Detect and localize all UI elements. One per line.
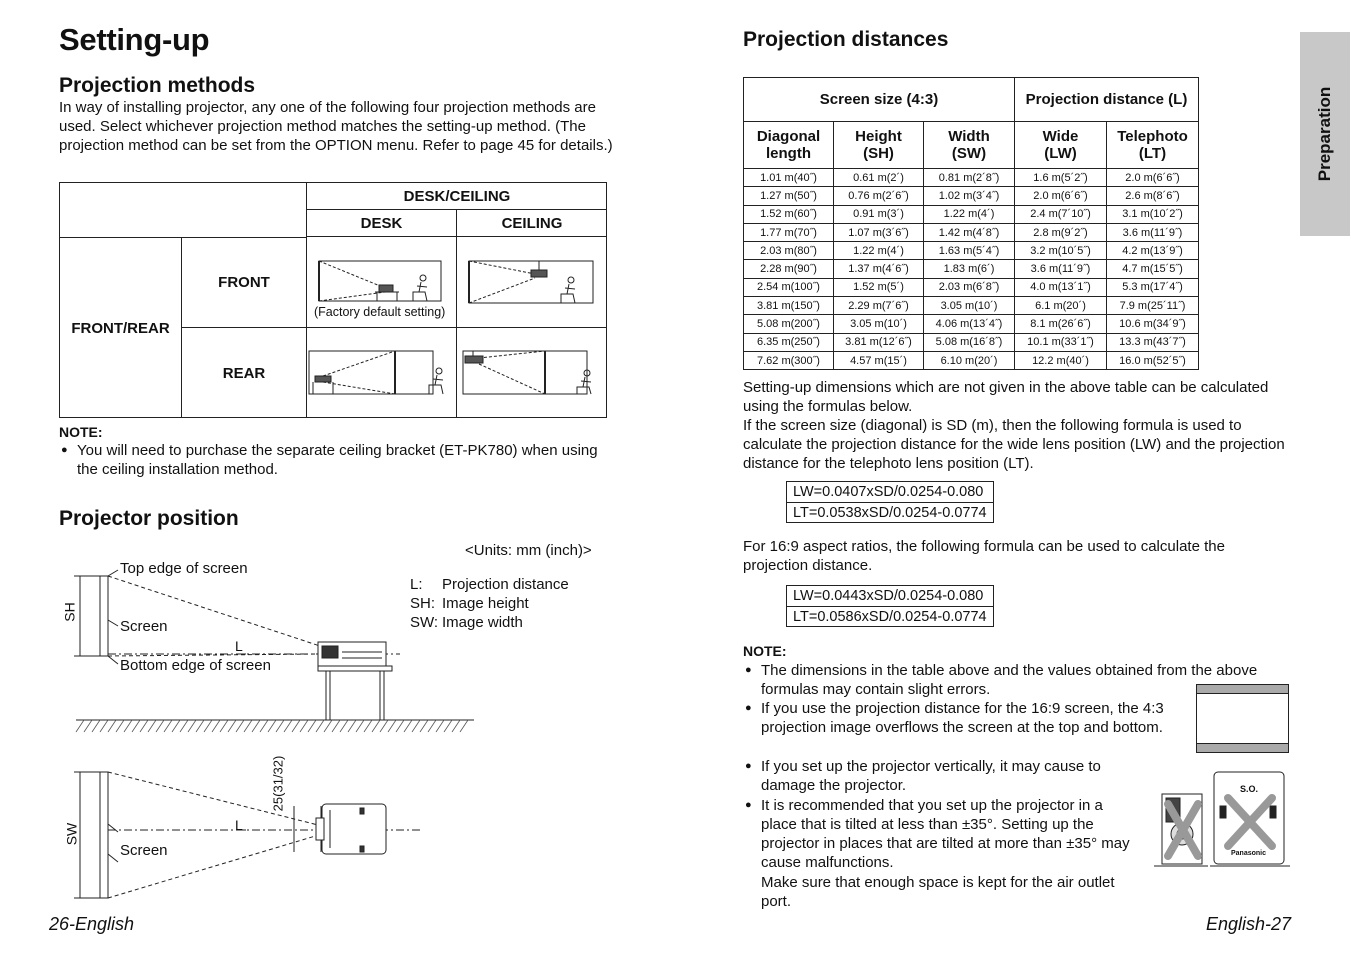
col-diagonal: [744, 122, 834, 169]
cell-wide: 3.2 m(10´5˝): [1015, 242, 1107, 260]
cell-diagonal: 2.54 m(100˝): [744, 278, 834, 296]
distances-note-item-4-cont: Make sure that enough space is kept for the air outlet port.: [761, 874, 1115, 910]
footer-left: 26-English: [49, 914, 135, 934]
distances-note-item-4: ● It is recommended that you set up the projector in a place that is tilted at less than ±35°. Setting up the projector in places that are tilted at more than ±35° may cause malfunctions.: [743, 796, 1139, 872]
cell-diagonal: 2.28 m(90˝): [744, 260, 834, 278]
col-wide: [1015, 122, 1107, 169]
preparation-side-tab: [1300, 32, 1350, 236]
formula-4-3-lw: LW=0.0407xSD/0.0254-0.080: [793, 484, 984, 500]
methods-note-label: NOTE:: [59, 424, 103, 440]
screen-label-top: Screen: [120, 842, 168, 859]
side-tab-label: Preparation: [1315, 86, 1334, 182]
formula-16-9-lt: LT=0.0586xSD/0.0254-0.0774: [787, 606, 993, 626]
sh-label: SH: [61, 602, 78, 622]
cell-diagonal: 7.62 m(300˝): [744, 351, 834, 369]
bottom-edge-label: Bottom edge of screen: [120, 657, 271, 674]
cell-diagonal: 1.01 m(40˝): [744, 169, 834, 187]
legend-l-text: Projection distance: [442, 576, 569, 593]
legend-sh-key: SH:: [410, 595, 436, 612]
cell-wide: 6.1 m(20´): [1015, 297, 1107, 315]
footer-right: English-27: [1206, 914, 1292, 934]
distances-note-label: NOTE:: [743, 643, 787, 659]
cell-telephoto: 16.0 m(52´5˝): [1107, 351, 1199, 369]
cell-diagonal: 1.77 m(70˝): [744, 223, 834, 241]
legend-l-key: L:: [410, 576, 423, 593]
cell-wide: 12.2 m(40´): [1015, 351, 1107, 369]
cell-telephoto: 3.1 m(10´2˝): [1107, 205, 1199, 223]
distances-note-item-2: ● If you use the projection distance for the 16:9 screen, the 4:3 projection image overflows the screen at the top and bottom.: [743, 699, 1171, 737]
cell-diagonal: 2.03 m(80˝): [744, 242, 834, 260]
cell-height: 2.29 m(7´6˝): [834, 297, 924, 315]
l-label-top: L: [235, 817, 243, 833]
col-height-l2: (SH): [863, 145, 894, 162]
sw-label: SW: [63, 822, 80, 846]
col-width: [924, 122, 1015, 169]
projection-distance-table: [743, 77, 1199, 370]
l-label-side: L: [235, 638, 243, 654]
factory-default-label: (Factory default setting): [314, 305, 446, 319]
cell-width: 1.42 m(4´8˝): [924, 223, 1015, 241]
front-rear-label: FRONT/REAR: [60, 237, 182, 418]
cell-height: 0.91 m(3´): [834, 205, 924, 223]
formula-16-9-box: [786, 585, 994, 627]
cell-telephoto: 2.6 m(8´6˝): [1107, 187, 1199, 205]
table-row: [744, 260, 1199, 278]
cell-diagonal: 1.52 m(60˝): [744, 205, 834, 223]
projector-position-heading: Projector position: [59, 507, 239, 530]
table-row: [744, 315, 1199, 333]
projection-distances-heading: Projection distances: [743, 28, 949, 51]
device-label: S.O.: [1240, 784, 1259, 794]
legend-sh-text: Image height: [442, 595, 529, 612]
cell-wide: 2.8 m(9´2˝): [1015, 223, 1107, 241]
cell-wide: 2.0 m(6´6˝): [1015, 187, 1107, 205]
legend-sw-key: SW:: [410, 614, 439, 631]
methods-note-item: ● You will need to purchase the separate ceiling bracket (ET-PK780) when using the ceiling installation method.: [59, 441, 615, 479]
cell-width: 1.83 m(6´): [924, 260, 1015, 278]
table-row: [744, 297, 1199, 315]
cell-height: 1.52 m(5´): [834, 278, 924, 296]
device-brand-logo: Panasonic: [1231, 850, 1267, 857]
distance-group-header: Projection distance (L): [1015, 78, 1199, 122]
col-telephoto: [1107, 122, 1199, 169]
table-row: [744, 187, 1199, 205]
table-row: [744, 223, 1199, 241]
cell-diagonal: 6.35 m(250˝): [744, 333, 834, 351]
cell-height: 3.05 m(10´): [834, 315, 924, 333]
cell-telephoto: 2.0 m(6´6˝): [1107, 169, 1199, 187]
cell-wide: 3.6 m(11´9˝): [1015, 260, 1107, 278]
formula-16-9-lw: LW=0.0443xSD/0.0254-0.080: [793, 588, 984, 604]
cell-telephoto: 3.6 m(11´9˝): [1107, 223, 1199, 241]
screen-size-group-header: Screen size (4:3): [744, 78, 1015, 122]
table-row: [744, 169, 1199, 187]
distances-para-3: For 16:9 aspect ratios, the following formula can be used to calculate the projection distance.: [743, 538, 1225, 574]
top-edge-label: Top edge of screen: [120, 560, 248, 577]
screen-16-9-illustration: [1196, 684, 1290, 754]
cell-width: 1.02 m(3´4˝): [924, 187, 1015, 205]
side-view-diagram: [60, 560, 480, 740]
page-title: Setting-up: [59, 22, 210, 57]
cell-wide: 8.1 m(26´6˝): [1015, 315, 1107, 333]
method-illustrations: [305, 236, 607, 418]
col-height-l1: Height: [855, 128, 902, 145]
formula-4-3-box: [786, 481, 994, 523]
cell-height: 1.37 m(4´6˝): [834, 260, 924, 278]
cell-height: 0.76 m(2´6˝): [834, 187, 924, 205]
table-row: [744, 242, 1199, 260]
cell-diagonal: 3.81 m(150˝): [744, 297, 834, 315]
projection-methods-intro: In way of installing projector, any one of the following four projection methods are used. Select whichever projection method matches the setting-up method. (The projection method can be set from the OPTION menu. Refer to page 45 for details.): [59, 99, 613, 154]
offset-label: 25(31/32): [270, 755, 286, 812]
cell-telephoto: 13.3 m(43´7˝): [1107, 333, 1199, 351]
cell-telephoto: 4.2 m(13´9˝): [1107, 242, 1199, 260]
cell-width: 5.08 m(16´8˝): [924, 333, 1015, 351]
col-wide-l1: Wide: [1042, 128, 1079, 145]
col-diagonal-l2: length: [766, 145, 811, 162]
cell-telephoto: 5.3 m(17´4˝): [1107, 278, 1199, 296]
table-row: [744, 205, 1199, 223]
distances-note-item-3: ● If you set up the projector vertically, it may cause to damage the projector.: [743, 757, 1143, 795]
cell-wide: 4.0 m(13´1˝): [1015, 278, 1107, 296]
cell-telephoto: 7.9 m(25´11˝): [1107, 297, 1199, 315]
cell-width: 1.22 m(4´): [924, 205, 1015, 223]
table-row: [744, 278, 1199, 296]
cell-width: 4.06 m(13´4˝): [924, 315, 1015, 333]
formula-4-3-lt: LT=0.0538xSD/0.0254-0.0774: [787, 502, 993, 522]
cell-width: 3.05 m(10´): [924, 297, 1015, 315]
col-diagonal-l1: Diagonal: [756, 128, 821, 145]
cell-wide: 1.6 m(5´2˝): [1015, 169, 1107, 187]
cell-width: 6.10 m(20´): [924, 351, 1015, 369]
screen-label-side: Screen: [120, 618, 168, 635]
cell-height: 1.22 m(4´): [834, 242, 924, 260]
cell-width: 0.81 m(2´8˝): [924, 169, 1015, 187]
rear-label: REAR: [222, 364, 266, 382]
cell-height: 4.57 m(15´): [834, 351, 924, 369]
cell-diagonal: 1.27 m(50˝): [744, 187, 834, 205]
cell-width: 1.63 m(5´4˝): [924, 242, 1015, 260]
cell-telephoto: 10.6 m(34´9˝): [1107, 315, 1199, 333]
table-row: [744, 333, 1199, 351]
col-wide-l2: (LW): [1044, 145, 1077, 162]
cell-width: 2.03 m(6´8˝): [924, 278, 1015, 296]
projection-methods-heading: Projection methods: [59, 74, 256, 97]
cell-height: 1.07 m(3´6˝): [834, 223, 924, 241]
col-height: [834, 122, 924, 169]
cell-wide: 2.4 m(7´10˝): [1015, 205, 1107, 223]
projector-orientation-illustration: [1152, 764, 1292, 870]
distances-para-1: Setting-up dimensions which are not given in the above table can be calculated using the formulas below.: [743, 379, 1269, 415]
col-width-l1: Width: [948, 128, 990, 145]
distances-para-2: If the screen size (diagonal) is SD (m), then the following formula is used to calculate the projection distance for the wide lens position (LW) and the projection distance for the telephoto lens position (LT).: [743, 417, 1285, 472]
desk-header: DESK: [306, 210, 456, 237]
front-label: FRONT: [182, 237, 306, 328]
col-telephoto-l2: (LT): [1138, 145, 1167, 162]
units-label: <Units: mm (inch)>: [465, 542, 592, 559]
ceiling-header: CEILING: [456, 210, 607, 237]
cell-wide: 10.1 m(33´1˝): [1015, 333, 1107, 351]
legend-sw-text: Image width: [442, 614, 523, 631]
col-width-l2: (SW): [951, 145, 987, 162]
top-view-diagram: [60, 760, 440, 910]
table-row: [744, 351, 1199, 369]
col-telephoto-l1: Telephoto: [1117, 128, 1188, 145]
desk-ceiling-header: DESK/CEILING: [306, 183, 607, 210]
cell-diagonal: 5.08 m(200˝): [744, 315, 834, 333]
cell-height: 3.81 m(12´6˝): [834, 333, 924, 351]
cell-telephoto: 4.7 m(15´5˝): [1107, 260, 1199, 278]
cell-height: 0.61 m(2´): [834, 169, 924, 187]
distances-note-item-1: ● The dimensions in the table above and the values obtained from the above formulas may contain slight errors.: [743, 661, 1263, 699]
